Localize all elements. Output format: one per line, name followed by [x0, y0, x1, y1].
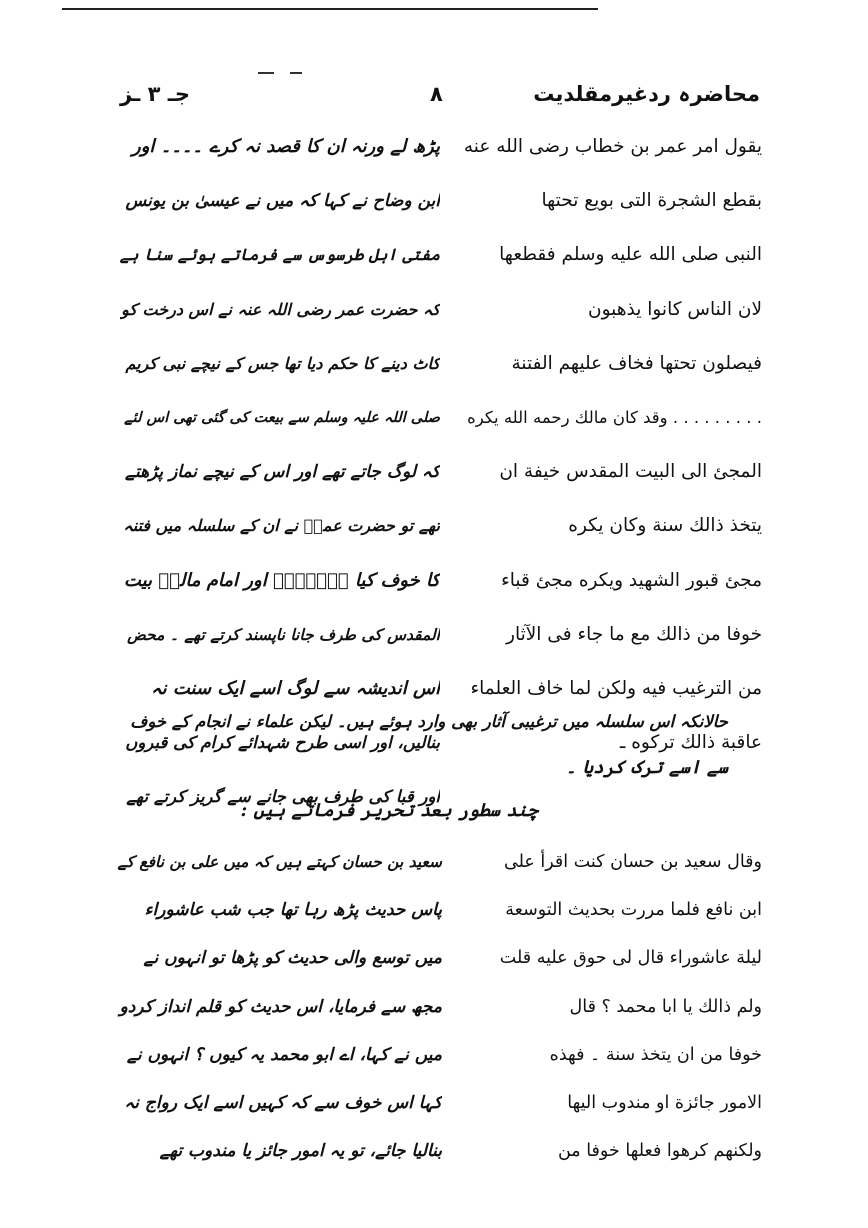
urdu-line: بنالیں، اور اسی طرح شہدائے کرام کی قبروں [125, 733, 440, 753]
arabic-line: بقطع الشجرة التى بويع تحتها [541, 190, 762, 212]
arabic-line: يقول امر عمر بن خطاب رضى الله عنه [463, 136, 762, 157]
urdu-line: کاٹ دینے کا حکم دیا تھا جس کے نیچے نبی کریم [125, 353, 440, 373]
urdu-line: کہ لوگ جاتے تھے اور اس کے نیچے نماز پڑھتے [125, 462, 440, 483]
arabic-line: النبى صلى الله عليه وسلم فقطعها [499, 244, 762, 266]
arabic-line: عاقبة ذالك تركوه ـ [619, 732, 762, 754]
urdu-line: المقدس کی طرف جانا ناپسند کرتے تھے ۔ محض [127, 624, 440, 644]
arabic-line: مجئ قبور الشهيد ويكره مجئ قباء [501, 569, 762, 591]
fullwidth-line-2: سے اسے ترک کردیا ۔ [565, 757, 728, 778]
arabic-line: الامور جائزة او مندوب اليها [567, 1092, 762, 1113]
urdu-line: پڑھ لے ورنہ ان کا قصد نہ کرے ۔۔۔۔ اور [132, 136, 440, 157]
book-title: محاضرہ ردغیرمقلدیت [533, 82, 760, 106]
arabic-column-1 [462, 120, 762, 770]
urdu-line: اور قبا کی طرف بھی جانے سے گریز کرتے تھے [126, 787, 440, 807]
urdu-line: صلی اللہ علیہ وسلم سے بیعت کی گئی تھی اس لئے [124, 408, 440, 426]
arabic-line: من الترغيب فيه ولكن لما خاف العلماء [470, 677, 762, 699]
urdu-line: کہ حضرت عمر رضی اللہ عنہ نے اس درخت کو [121, 299, 440, 319]
urdu-line: ابن وضاح نے کہا کہ میں نے عیسیٰ بن یونس [125, 191, 440, 212]
header-dash [258, 72, 274, 74]
urdu-line: میں توسع والی حدیث کو پڑھا تو انہوں نے [143, 948, 442, 969]
urdu-line: مفتی اہل طرسوس سے فرماتے ہوئے سنا ہے [120, 245, 440, 265]
top-rule [62, 8, 598, 10]
arabic-line: ولكنهم كرهوا فعلها خوفا من [557, 1141, 762, 1162]
arabic-line: لان الناس كانوا يذهبون [588, 298, 762, 320]
urdu-line: کہا اس خوف سے کہ کہیں اسے ایک رواج نہ [124, 1092, 442, 1113]
urdu-line: اس اندیشہ سے لوگ اسے ایک سنت نہ [151, 677, 440, 699]
arabic-column-2 [462, 838, 762, 1175]
urdu-line: تھے تو حضرت عمرؓ نے ان کے سلسلہ میں فتنہ [123, 516, 440, 536]
arabic-line: . . . . . . . . . وقد كان مالك رحمه الله يكره [467, 407, 762, 427]
urdu-line: سعید بن حسان کہتے ہیں کہ میں علی بن نافع کے [117, 852, 442, 871]
volume-label: جـ ۳ ـز [120, 82, 191, 106]
arabic-line: ابن نافع فلما مررت بحديث التوسعة [505, 900, 762, 921]
arabic-line: يتخذ ذالك سنة وكان يكره [568, 515, 762, 537]
urdu-line: کا خوف کیا ۔۔۔۔۔۔۔ اور امام مالکؒ بیت [123, 569, 440, 591]
page-number: ٨ [430, 82, 443, 106]
urdu-column-2 [112, 838, 442, 1175]
arabic-line: ولم ذالك يا ابا محمد ؟ قال [569, 996, 762, 1017]
subheading: چند سطور بعد تحریر فرماتے ہیں : [240, 800, 538, 821]
arabic-line: خوفا من ان يتخذ سنة ۔ فهذه [549, 1044, 762, 1065]
arabic-line: ليلة عاشوراء قال لى حوق عليه قلت [499, 948, 762, 969]
urdu-line: میں نے کہا، اے ابو محمد یہ کیوں ؟ انہوں نے [126, 1044, 442, 1065]
arabic-line: فيصلون تحتها فخاف عليهم الفتنة [511, 352, 762, 374]
header-dash [290, 72, 302, 74]
arabic-line: خوفا من ذالك مع ما جاء فى الآثار [506, 623, 762, 645]
fullwidth-line-1: حالانکہ اس سلسلہ میں ترغیبی آثار بھی وارد ہوئے ہیں۔ لیکن علماء نے انجام کے خوف [130, 712, 728, 731]
arabic-line: المجئ الى البيت المقدس خيفة ان [499, 461, 762, 483]
urdu-line: بنالیا جائے، تو یہ امور جائز یا مندوب تھے [159, 1141, 442, 1162]
urdu-line: پاس حدیث پڑھ رہا تھا جب شب عاشوراء [144, 900, 442, 921]
arabic-line: وقال سعيد بن حسان كنت اقرأ على [504, 852, 762, 872]
urdu-line: مجھ سے فرمایا، اس حدیث کو قلم انداز کردو [119, 996, 442, 1017]
